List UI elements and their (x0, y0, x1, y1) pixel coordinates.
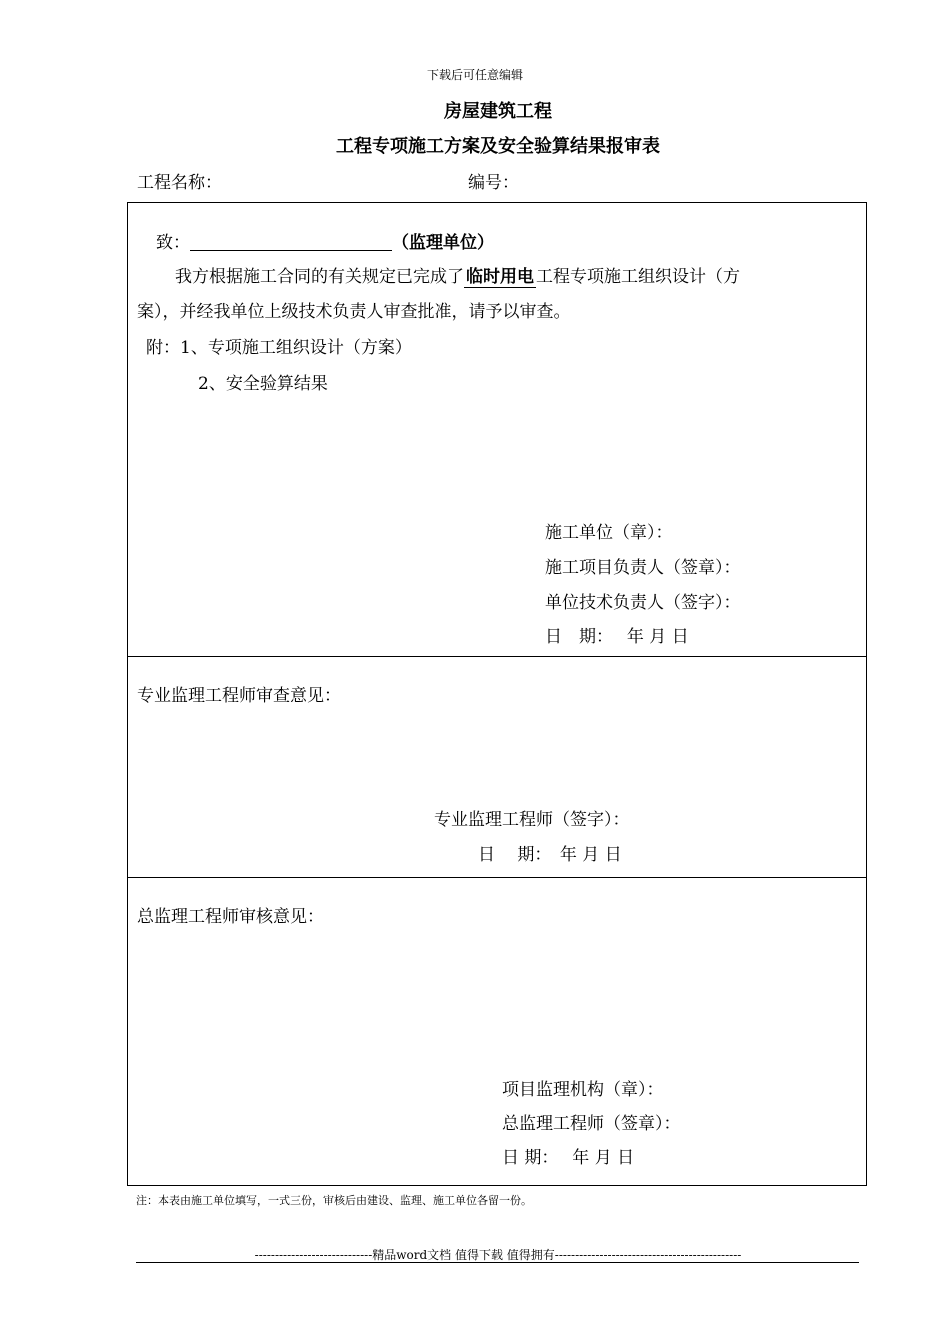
attachment-2: 2、安全验算结果 (198, 374, 328, 394)
footnote: 注：本表由施工单位填写，一式三份，审核后由建设、监理、施工单位各留一份。 (136, 1194, 532, 1207)
chief-engineer-signature: 总监理工程师（签章）： (502, 1114, 681, 1134)
footer-text: -----------------------------精品word文档 值得下载 值得拥有---------------------------------------------- (254, 1248, 742, 1262)
review-form-table (127, 202, 867, 1186)
body-prefix: 我方根据施工合同的有关规定已完成了 (175, 267, 464, 287)
project-type-highlight: 临时用电 (464, 262, 536, 288)
section1-date: 日 期： 年 月 日 (545, 627, 689, 647)
supervision-org-seal: 项目监理机构（章）： (502, 1080, 664, 1100)
addressee-blank[interactable] (190, 233, 392, 251)
addressee-line (156, 228, 494, 253)
section2-date: 日 期： 年 月 日 (478, 845, 622, 865)
section3-date: 日 期： 年 月 日 (502, 1148, 635, 1168)
row-divider (128, 656, 866, 657)
addressee-suffix: （监理单位） (392, 233, 494, 253)
body-line-2: 案），并经我单位上级技术负责人审查批准，请予以审查。 (137, 302, 571, 322)
technical-lead-signature: 单位技术负责人（签字）： (545, 593, 741, 613)
engineer-review-heading: 专业监理工程师审查意见： (137, 686, 341, 706)
attachment-1: 附：1、专项施工组织设计（方案） (146, 338, 412, 358)
project-name-label: 工程名称： (137, 173, 222, 193)
addressee-label: 致： (156, 233, 190, 253)
chief-review-heading: 总监理工程师审核意见： (137, 907, 324, 927)
serial-number-label: 编号： (468, 173, 519, 193)
document-subtitle: 工程专项施工方案及安全验算结果报审表 (336, 136, 660, 157)
header-note: 下载后可任意编辑 (426, 68, 523, 82)
row-divider (128, 877, 866, 878)
body-suffix: 工程专项施工组织设计（方 (536, 267, 740, 287)
footer-rule (136, 1262, 859, 1263)
document-title: 房屋建筑工程 (444, 101, 552, 122)
body-line-1 (175, 262, 740, 288)
project-manager-signature: 施工项目负责人（签章）： (545, 558, 741, 578)
construction-unit-seal: 施工单位（章）： (545, 523, 673, 543)
engineer-signature: 专业监理工程师（签字）： (434, 810, 630, 830)
